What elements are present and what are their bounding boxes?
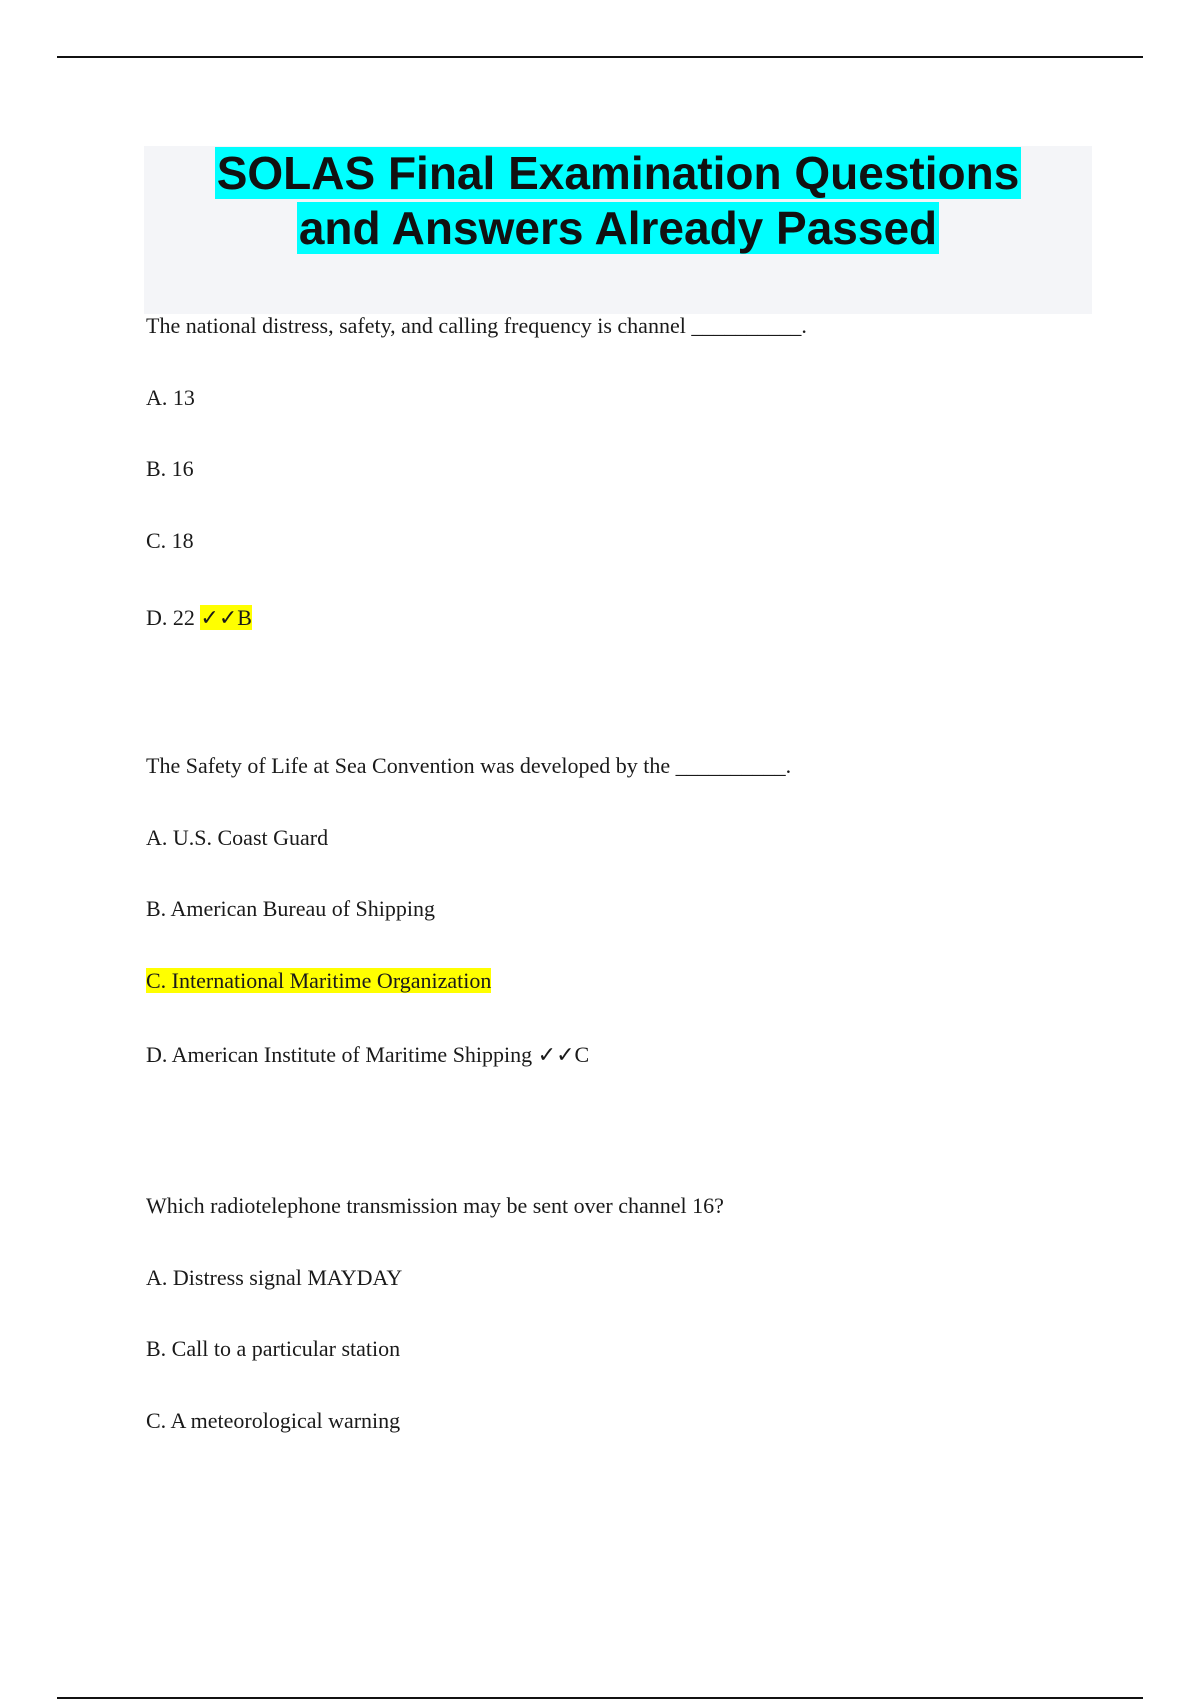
question-2-option-b: B. American Bureau of Shipping <box>146 896 436 921</box>
bottom-rule <box>57 1697 1143 1699</box>
question-1-option-c: C. 18 <box>146 528 194 553</box>
question-2-correct-answer: C. International Maritime Organization <box>146 968 492 993</box>
question-3-option-a: A. Distress signal MAYDAY <box>146 1265 403 1290</box>
title-line-1: SOLAS Final Examination Questions <box>216 147 1020 199</box>
question-3-prompt: Which radiotelephone transmission may be sent over channel 16? <box>146 1193 724 1218</box>
question-2-option-a: A. U.S. Coast Guard <box>146 825 329 850</box>
title-banner <box>144 146 1092 314</box>
title-line-2: and Answers Already Passed <box>298 202 938 254</box>
question-1-option-d: D. 22 ✓✓B <box>146 605 252 630</box>
question-1-prompt: The national distress, safety, and calling frequency is channel __________. <box>146 313 807 338</box>
question-1-option-a: A. 13 <box>146 385 195 410</box>
question-2-answer-mark: ✓✓C <box>537 1042 590 1067</box>
top-rule <box>57 56 1143 58</box>
question-3-option-b: B. Call to a particular station <box>146 1336 401 1361</box>
question-2-prompt: The Safety of Life at Sea Convention was developed by the __________. <box>146 753 792 778</box>
question-1-answer-mark: ✓✓B <box>200 605 252 630</box>
question-2-option-d: D. American Institute of Maritime Shipping ✓✓C <box>146 1042 590 1067</box>
question-3-option-c: C. A meteorological warning <box>146 1408 401 1433</box>
question-1-option-b: B. 16 <box>146 456 194 481</box>
question-2-option-c <box>146 967 491 995</box>
